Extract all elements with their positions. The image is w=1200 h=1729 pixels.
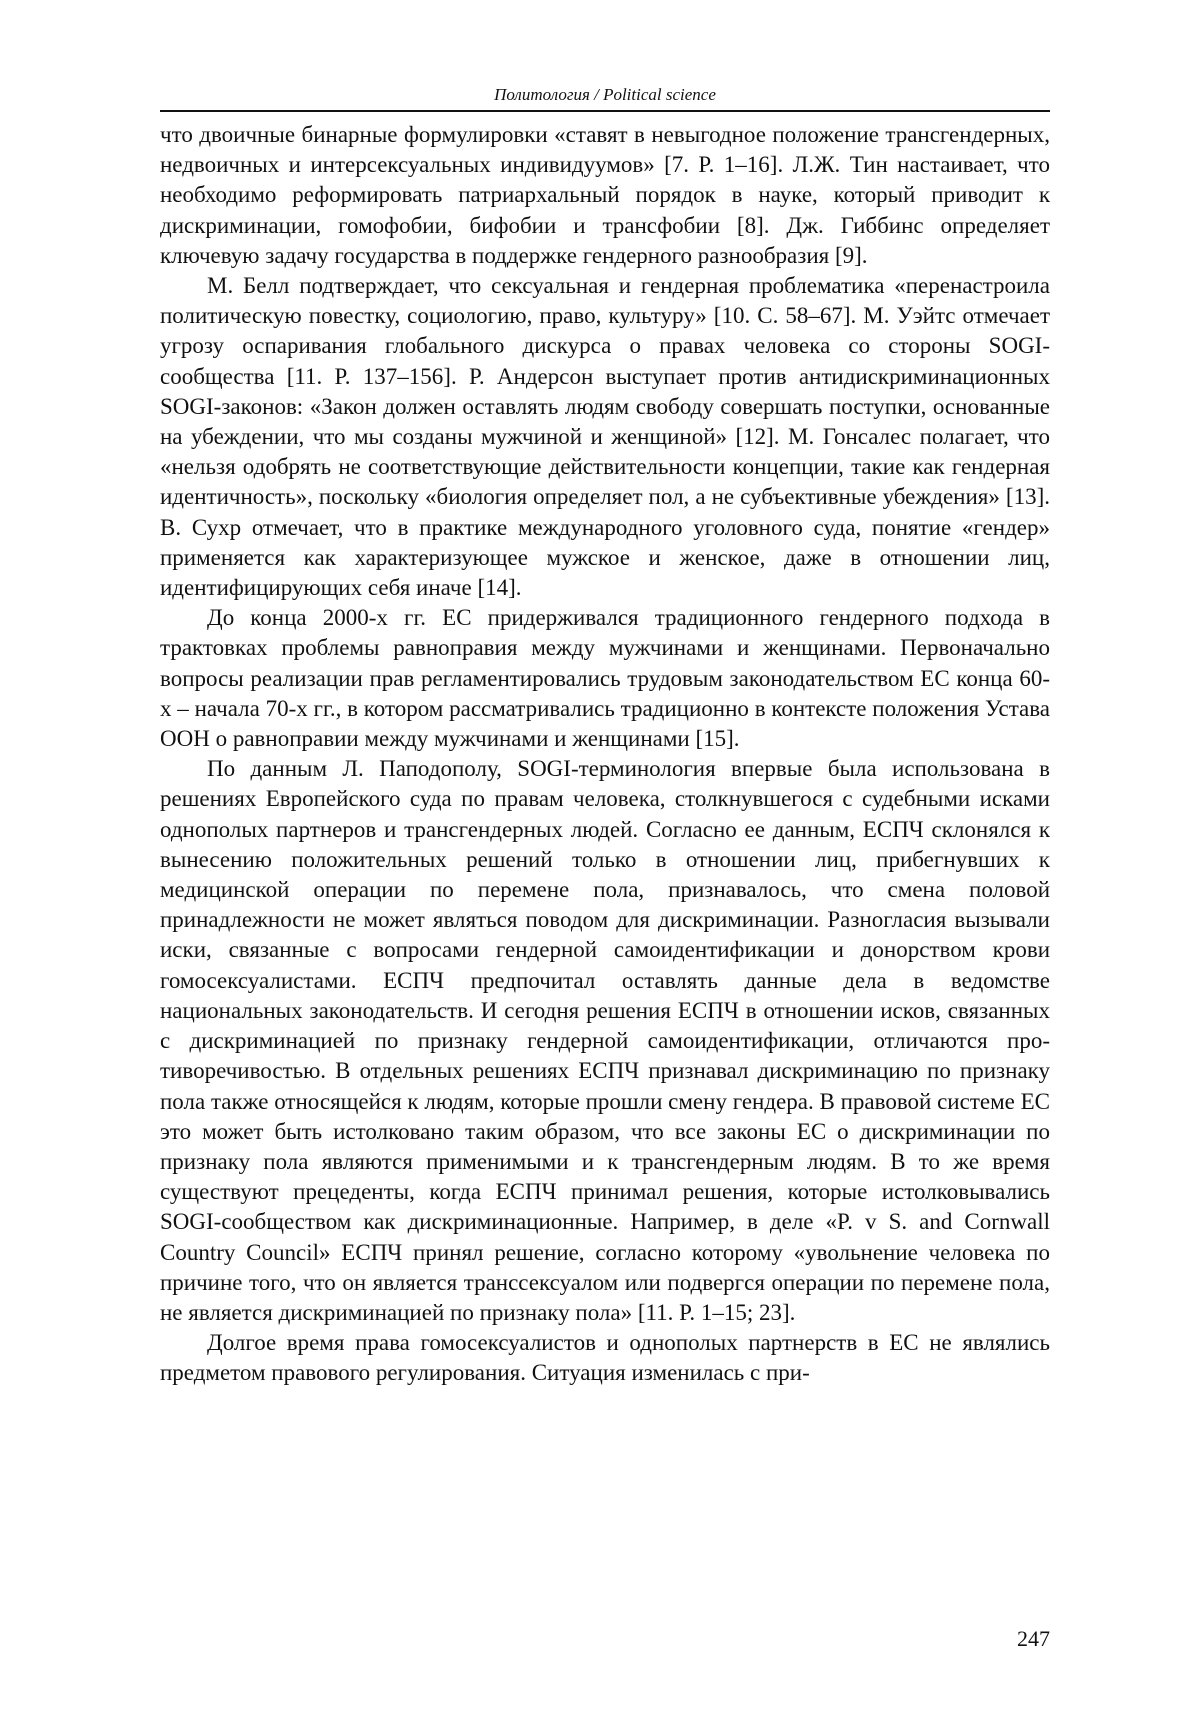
paragraph: Долгое время права гомосексуалистов и однополых партнерств в ЕС не являлись предметом правового регулирования. Ситуация изменилась с при- xyxy=(160,1330,1050,1386)
paragraph: М. Белл подтверждает, что сексуальная и гендерная проблематика «перенастроила политическую повестку, социологию, право, культуру» [10. С. 58–67]. М. Уэйтс отмечает угрозу оспаривания глобального дискурса о правах человека со стороны SOGI-сообщества [11. P. 137–156]. Р. Андерсон выступает против антидискриминационных SOGI-законов: «Закон должен оставлять людям свободу совершать поступки, основанные на убеждении, что мы созданы мужчиной и женщиной» [12]. М. Гонсалес полагает, что «нельзя одобрять не соответствующие действительности концепции, такие как гендерная идентичность», поскольку «биология определяет пол, а не субъективные убеждения» [13]. В. Сухр отмечает, что в практике международного уголовного суда, понятие «гендер» применяется как характеризующее мужское и женское, даже в отношении лиц, идентифицирующих себя иначе [14]. xyxy=(160,273,1050,601)
article-body xyxy=(160,120,1050,1389)
paragraph: До конца 2000-х гг. ЕС придерживался традиционного гендерного подхода в трактовках проблемы равноправия между мужчинами и женщинами. Первоначально вопросы реализации прав регламентировались трудовым законодательством ЕС конца 60-х – начала 70-х гг., в котором рассматривались традиционно в контексте положения Устава ООН о равноправии между мужчинами и женщинами [15]. xyxy=(160,605,1050,752)
running-header: Политология / Political science xyxy=(160,84,1050,112)
paragraph: По данным Л. Паподополу, SOGI-терминология впервые была использована в решениях Европейского суда по правам человека, столкнувшегося с судебными исками однополых партнеров и трансгендерных людей. Согласно ее данным, ЕСПЧ склонялся к вынесению положительных решений только в отношении лиц, прибегнувших к медицинской операции по перемене пола, признавалось, что смена половой принадлежности не может являться поводом для дискриминации. Разногласия вызывали иски, связанные с вопросами гендерной самоидентификации и донорством крови гомосексуалистами. ЕСПЧ предпочитал оставлять данные дела в ведомстве национальных законодательств. И сегодня решения ЕСПЧ в отношении исков, связанных с дискриминацией по признаку гендерной самоидентификации, отличаются противоречивостью. В отдельных решениях ЕСПЧ признавал дискриминацию по признаку пола также относящейся к людям, которые прошли смену гендера. В правовой системе ЕС это может быть истолковано таким образом, что все законы ЕС о дискриминации по признаку пола являются применимыми и к трансгендерным людям. В то же время существуют прецеденты, когда ЕСПЧ принимал решения, которые истолковывались SOGI-сообществом как дискриминационные. Например, в деле «P. v S. and Cornwall Country Council» ЕСПЧ принял решение, согласно которому «увольнение человека по причине того, что он является транссексуалом или подвергся операции по перемене пола, не является дискриминацией по признаку пола» [11. P. 1–15; 23]. xyxy=(160,756,1050,1325)
page-number: 247 xyxy=(1017,1626,1050,1651)
paragraph: что двоичные бинарные формулировки «ставят в невыгодное положение трансгендерных, недвоичных и интерсексуальных индивидуумов» [7. P. 1–16]. Л.Ж. Тин настаивает, что необходимо реформировать патриархальный порядок в науке, который приводит к дискриминации, гомофобии, бифобии и трансфобии [8]. Дж. Гиббинс определяет ключевую задачу государства в поддержке гендерного разнообразия [9]. xyxy=(160,122,1050,268)
page xyxy=(160,84,1050,1389)
